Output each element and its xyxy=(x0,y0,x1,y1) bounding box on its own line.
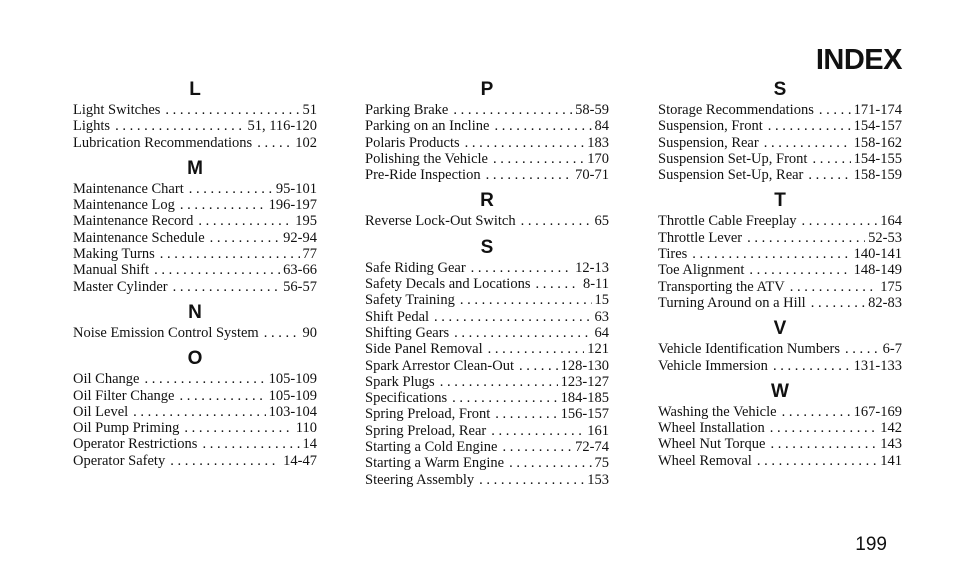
entry-name: Throttle Cable Freeplay xyxy=(658,213,797,230)
index-entry xyxy=(365,276,609,292)
index-entry xyxy=(658,420,902,436)
index-section xyxy=(658,189,902,311)
dot-leader xyxy=(144,371,265,387)
entry-pages: 84 xyxy=(594,118,609,135)
section-letter: S xyxy=(773,79,787,100)
dot-leader xyxy=(434,309,591,325)
index-entry xyxy=(658,358,902,374)
index-section xyxy=(658,380,902,469)
index-entry xyxy=(73,279,317,295)
index-entry xyxy=(365,118,609,134)
entry-pages: 103-104 xyxy=(268,403,317,420)
entry-name: Starting a Warm Engine xyxy=(365,455,505,472)
entry-name: Operator Restrictions xyxy=(73,436,198,453)
entry-name: Polishing the Vehicle xyxy=(365,150,488,167)
index-section xyxy=(73,347,317,469)
entry-list xyxy=(73,325,317,341)
entry-pages: 184-185 xyxy=(560,390,609,407)
dot-leader xyxy=(264,325,300,341)
entry-pages: 92-94 xyxy=(283,229,317,246)
index-entry xyxy=(658,230,902,246)
dot-leader xyxy=(452,390,558,406)
entry-pages: 154-155 xyxy=(853,150,902,167)
dot-leader xyxy=(173,279,281,295)
index-entry xyxy=(73,262,317,278)
section-letter: P xyxy=(480,79,494,100)
entry-list xyxy=(658,341,902,374)
entry-pages: 142 xyxy=(880,420,902,437)
index-entry xyxy=(658,453,902,469)
dot-leader xyxy=(454,325,591,341)
dot-leader xyxy=(165,102,299,118)
entry-pages: 75 xyxy=(594,455,609,472)
dot-leader xyxy=(535,276,579,292)
entry-pages: 14-47 xyxy=(283,452,317,469)
entry-name: Safety Decals and Locations xyxy=(365,276,531,293)
section-letter: O xyxy=(187,348,203,370)
section-letter: V xyxy=(773,318,787,340)
dot-leader xyxy=(160,246,300,262)
entry-name: Vehicle Identification Numbers xyxy=(658,341,840,358)
entry-name: Washing the Vehicle xyxy=(658,403,777,420)
dot-leader xyxy=(812,151,850,167)
entry-list xyxy=(365,260,609,488)
index-entry xyxy=(365,151,609,167)
entry-pages: 95-101 xyxy=(275,180,317,197)
index-section xyxy=(365,78,609,183)
dot-leader xyxy=(802,213,878,229)
entry-pages: 51, 116-120 xyxy=(247,118,317,135)
entry-name: Suspension, Front xyxy=(658,118,763,135)
entry-pages: 158-159 xyxy=(853,167,902,184)
index-entry xyxy=(365,341,609,357)
entry-pages: 154-157 xyxy=(853,118,902,135)
entry-list xyxy=(365,213,609,229)
entry-name: Steering Assembly xyxy=(365,471,475,488)
entry-name: Suspension Set-Up, Rear xyxy=(658,167,804,184)
entry-pages: 170 xyxy=(587,150,609,167)
index-entry xyxy=(658,135,902,151)
entry-pages: 121 xyxy=(587,341,609,358)
index-section xyxy=(73,78,317,151)
entry-pages: 140-141 xyxy=(853,246,902,263)
entry-pages: 123-127 xyxy=(560,373,609,390)
entry-pages: 175 xyxy=(880,278,902,295)
index-entry xyxy=(73,181,317,197)
index-entry xyxy=(365,472,609,488)
index-entry xyxy=(658,151,902,167)
entry-pages: 56-57 xyxy=(283,278,317,295)
entry-pages: 77 xyxy=(302,246,317,263)
entry-name: Suspension, Rear xyxy=(658,134,759,151)
index-section xyxy=(658,317,902,374)
dot-leader xyxy=(133,404,265,420)
index-entry xyxy=(365,439,609,455)
dot-leader xyxy=(770,436,877,452)
index-entry xyxy=(73,213,317,229)
entry-pages: 15 xyxy=(594,292,609,309)
entry-name: Shifting Gears xyxy=(365,324,450,341)
dot-leader xyxy=(770,420,878,436)
dot-leader xyxy=(768,118,851,134)
entry-pages: 90 xyxy=(302,324,317,341)
dot-leader xyxy=(453,102,572,118)
section-letter: N xyxy=(188,301,202,323)
entry-pages: 14 xyxy=(302,436,317,453)
dot-leader xyxy=(764,135,851,151)
dot-leader xyxy=(210,230,281,246)
entry-name: Vehicle Immersion xyxy=(658,357,768,374)
entry-name: Lubrication Recommendations xyxy=(73,134,253,151)
entry-pages: 58-59 xyxy=(575,102,609,118)
index-column-2 xyxy=(365,78,609,494)
entry-name: Shift Pedal xyxy=(365,308,430,325)
dot-leader xyxy=(782,404,851,420)
dot-leader xyxy=(491,423,584,439)
dot-leader xyxy=(115,118,244,134)
index-entry xyxy=(365,374,609,390)
entry-pages: 158-162 xyxy=(853,134,902,151)
index-entry xyxy=(365,309,609,325)
index-entry xyxy=(73,135,317,151)
entry-pages: 164 xyxy=(880,213,902,230)
dot-leader xyxy=(471,260,572,276)
entry-pages: 6-7 xyxy=(882,341,902,358)
entry-list xyxy=(365,102,609,183)
entry-name: Maintenance Log xyxy=(73,197,175,214)
entry-list xyxy=(658,213,902,311)
dot-leader xyxy=(811,295,865,311)
entry-pages: 70-71 xyxy=(575,167,609,184)
entry-name: Master Cylinder xyxy=(73,278,168,295)
section-letter: R xyxy=(480,190,494,212)
dot-leader xyxy=(747,230,865,246)
entry-pages: 148-149 xyxy=(853,262,902,279)
entry-pages: 183 xyxy=(587,134,609,151)
entry-name: Tires xyxy=(658,246,688,263)
entry-pages: 63-66 xyxy=(283,262,317,279)
dot-leader xyxy=(257,135,292,151)
index-entry xyxy=(658,436,902,452)
entry-pages: 141 xyxy=(880,452,902,469)
entry-name: Starting a Cold Engine xyxy=(365,439,498,456)
index-entry xyxy=(73,102,317,118)
dot-leader xyxy=(773,358,851,374)
dot-leader xyxy=(521,213,592,229)
dot-leader xyxy=(189,181,273,197)
entry-name: Wheel Installation xyxy=(658,420,765,437)
entry-name: Transporting the ATV xyxy=(658,278,785,295)
index-entry xyxy=(73,246,317,262)
entry-name: Polaris Products xyxy=(365,134,460,151)
index-entry xyxy=(658,102,902,118)
entry-name: Reverse Lock-Out Switch xyxy=(365,213,516,230)
entry-pages: 102 xyxy=(295,134,317,151)
dot-leader xyxy=(757,453,877,469)
index-entry xyxy=(73,388,317,404)
dot-leader xyxy=(170,453,280,469)
dot-leader xyxy=(819,102,851,118)
dot-leader xyxy=(692,246,850,262)
entry-pages: 105-109 xyxy=(268,371,317,388)
index-entry xyxy=(365,135,609,151)
section-letter: W xyxy=(771,380,789,402)
index-entry xyxy=(365,423,609,439)
entry-name: Toe Alignment xyxy=(658,262,745,279)
dot-leader xyxy=(845,341,880,357)
index-entry xyxy=(73,436,317,452)
dot-leader xyxy=(495,406,557,422)
entry-name: Oil Filter Change xyxy=(73,387,175,404)
dot-leader xyxy=(154,262,280,278)
entry-list xyxy=(73,102,317,151)
entry-pages: 51 xyxy=(302,102,317,118)
dot-leader xyxy=(180,388,266,404)
index-entry xyxy=(365,213,609,229)
entry-name: Suspension Set-Up, Front xyxy=(658,150,808,167)
entry-pages: 128-130 xyxy=(560,357,609,374)
entry-pages: 8-11 xyxy=(582,276,609,293)
index-entry xyxy=(73,230,317,246)
entry-pages: 110 xyxy=(295,420,317,437)
entry-name: Lights xyxy=(73,118,111,135)
dot-leader xyxy=(486,167,573,183)
index-entry xyxy=(365,325,609,341)
entry-name: Oil Level xyxy=(73,403,129,420)
index-section xyxy=(365,236,609,488)
index-section xyxy=(73,301,317,341)
index-entry xyxy=(365,167,609,183)
entry-name: Parking Brake xyxy=(365,102,449,118)
entry-name: Spring Preload, Front xyxy=(365,406,491,423)
dot-leader xyxy=(749,262,850,278)
entry-pages: 167-169 xyxy=(853,403,902,420)
entry-pages: 156-157 xyxy=(560,406,609,423)
entry-name: Making Turns xyxy=(73,246,155,263)
index-section xyxy=(73,157,317,295)
entry-pages: 63 xyxy=(594,308,609,325)
entry-name: Noise Emission Control System xyxy=(73,324,259,341)
page-number: 199 xyxy=(855,534,887,555)
index-entry xyxy=(658,167,902,183)
section-letter: T xyxy=(774,190,786,212)
entry-name: Maintenance Schedule xyxy=(73,229,205,246)
entry-name: Light Switches xyxy=(73,102,161,118)
dot-leader xyxy=(790,279,878,295)
entry-name: Throttle Lever xyxy=(658,229,743,246)
dot-leader xyxy=(440,374,558,390)
entry-name: Oil Pump Priming xyxy=(73,420,180,437)
dot-leader xyxy=(198,213,292,229)
entry-name: Wheel Nut Torque xyxy=(658,436,766,453)
entry-pages: 171-174 xyxy=(853,102,902,118)
entry-pages: 12-13 xyxy=(575,259,609,276)
index-entry xyxy=(365,455,609,471)
index-entry xyxy=(365,292,609,308)
dot-leader xyxy=(479,472,584,488)
entry-pages: 52-53 xyxy=(868,229,902,246)
dot-leader xyxy=(488,341,585,357)
index-column-1 xyxy=(73,78,317,475)
entry-name: Wheel Removal xyxy=(658,452,752,469)
entry-name: Parking on an Incline xyxy=(365,118,490,135)
index-section xyxy=(365,189,609,229)
entry-list xyxy=(658,102,902,183)
entry-pages: 153 xyxy=(587,471,609,488)
entry-pages: 196-197 xyxy=(268,197,317,214)
index-entry xyxy=(658,118,902,134)
index-entry xyxy=(365,406,609,422)
entry-pages: 195 xyxy=(295,213,317,230)
dot-leader xyxy=(202,436,299,452)
entry-name: Maintenance Chart xyxy=(73,180,184,197)
index-entry xyxy=(658,279,902,295)
entry-name: Spring Preload, Rear xyxy=(365,422,487,439)
entry-pages: 82-83 xyxy=(868,294,902,311)
index-entry xyxy=(73,453,317,469)
index-column-3 xyxy=(658,78,902,475)
page-title: INDEX xyxy=(815,44,902,76)
index-entry xyxy=(658,404,902,420)
index-section xyxy=(658,78,902,183)
entry-list xyxy=(73,181,317,295)
entry-pages: 161 xyxy=(587,422,609,439)
index-entry xyxy=(73,420,317,436)
section-letter: S xyxy=(480,236,494,258)
index-entry xyxy=(365,358,609,374)
dot-leader xyxy=(808,167,850,183)
entry-pages: 65 xyxy=(594,213,609,230)
section-letter: M xyxy=(187,157,203,179)
dot-leader xyxy=(494,118,591,134)
dot-leader xyxy=(184,420,292,436)
index-entry xyxy=(658,341,902,357)
index-entry xyxy=(73,371,317,387)
entry-name: Pre-Ride Inspection xyxy=(365,167,481,184)
index-entry xyxy=(73,404,317,420)
entry-name: Turning Around on a Hill xyxy=(658,294,806,311)
index-entry xyxy=(365,390,609,406)
dot-leader xyxy=(460,292,592,308)
dot-leader xyxy=(509,455,591,471)
dot-leader xyxy=(180,197,266,213)
entry-name: Spark Arrestor Clean-Out xyxy=(365,357,514,374)
entry-pages: 105-109 xyxy=(268,387,317,404)
index-entry xyxy=(658,262,902,278)
dot-leader xyxy=(519,358,558,374)
entry-name: Storage Recommendations xyxy=(658,102,814,118)
index-entry xyxy=(365,102,609,118)
section-letter: L xyxy=(189,79,201,100)
entry-name: Operator Safety xyxy=(73,452,166,469)
index-entry xyxy=(73,118,317,134)
dot-leader xyxy=(493,151,584,167)
index-entry xyxy=(658,246,902,262)
index-entry xyxy=(73,325,317,341)
entry-name: Side Panel Removal xyxy=(365,341,483,358)
entry-pages: 64 xyxy=(594,324,609,341)
entry-pages: 143 xyxy=(880,436,902,453)
entry-list xyxy=(658,404,902,469)
entry-name: Manual Shift xyxy=(73,262,150,279)
dot-leader xyxy=(465,135,585,151)
entry-pages: 131-133 xyxy=(853,357,902,374)
entry-name: Specifications xyxy=(365,390,448,407)
entry-name: Safety Training xyxy=(365,292,455,309)
entry-name: Spark Plugs xyxy=(365,373,435,390)
entry-name: Safe Riding Gear xyxy=(365,259,466,276)
entry-pages: 72-74 xyxy=(575,439,609,456)
entry-name: Maintenance Record xyxy=(73,213,194,230)
index-entry xyxy=(658,295,902,311)
entry-name: Oil Change xyxy=(73,371,140,388)
dot-leader xyxy=(503,439,573,455)
index-entry xyxy=(73,197,317,213)
index-entry xyxy=(658,213,902,229)
entry-list xyxy=(73,371,317,469)
index-entry xyxy=(365,260,609,276)
